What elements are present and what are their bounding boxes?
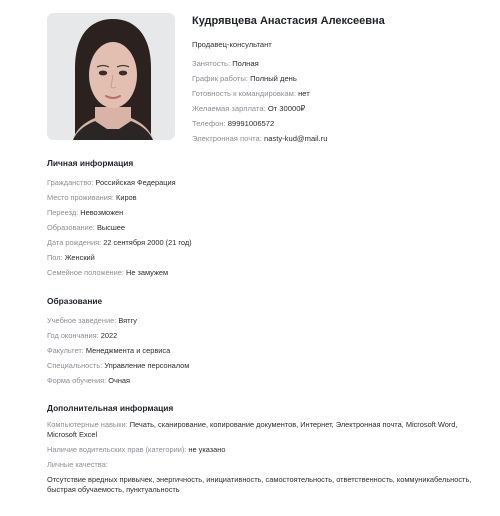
personal-qualities-value-row (47, 475, 487, 495)
field-value: Полный день (250, 74, 297, 84)
field-label: Дата рождения: (47, 238, 102, 247)
field-label: Электронная почта: (192, 134, 262, 144)
email-value: nasty-kud@mail.ru (264, 134, 328, 144)
salary-row (192, 104, 492, 114)
field-label: Факультет: (47, 346, 84, 355)
profile-header (192, 15, 492, 150)
marital-status-row (47, 268, 487, 278)
field-value: 22 сентября 2000 (21 год) (103, 238, 192, 247)
field-label: Желаемая зарплата: (192, 104, 266, 114)
education-level-row (47, 223, 487, 233)
field-label: Гражданство: (47, 178, 94, 187)
profile-photo (47, 13, 175, 140)
field-value: Менеджмента и сервиса (85, 346, 171, 355)
driver-license-row (47, 445, 487, 455)
field-label: Специальность: (47, 361, 103, 370)
field-label: Занятость: (192, 59, 231, 68)
field-label: Телефон: (192, 119, 226, 129)
field-label: Год окончания: (47, 331, 99, 340)
field-value: Российская Федерация (95, 178, 176, 187)
field-value: нет (298, 89, 310, 99)
section-title: Дополнительная информация (47, 403, 174, 413)
field-value: не указано (188, 445, 226, 454)
phone-row (192, 119, 492, 129)
birth-date-row (47, 238, 487, 248)
citizenship-row (47, 178, 487, 188)
computer-skills-row (47, 420, 487, 440)
study-form-row (47, 376, 487, 386)
field-label: График работы: (192, 74, 248, 84)
field-value: Высшее (96, 223, 126, 232)
personal-qualities-label-row (47, 460, 487, 470)
field-label: Компьютерные навыки: (47, 420, 128, 429)
portrait-image (47, 13, 175, 140)
business-trips-row (192, 89, 492, 99)
field-label: Наличие водительских прав (категории): (47, 445, 187, 454)
field-value: От 30000₽ (267, 104, 306, 114)
field-value: 2022 (100, 331, 118, 340)
field-label: Готовность к командировкам: (192, 89, 296, 99)
graduation-year-row (47, 331, 487, 341)
full-name: Кудрявцева Анастасия Алексеевна (192, 15, 385, 27)
education-section (47, 296, 487, 391)
field-value: Не замужем (126, 268, 169, 277)
field-label: Переезд: (47, 208, 79, 217)
faculty-row (47, 346, 487, 356)
field-value: Полная (232, 59, 259, 68)
field-value: Женский (64, 253, 95, 262)
field-label: Личные качества: (47, 460, 108, 469)
section-title: Личная информация (47, 158, 134, 168)
field-label: Семейное положение: (47, 268, 124, 277)
phone-value: 89991006572 (227, 119, 275, 129)
residence-row (47, 193, 487, 203)
field-value: Вятгу (118, 316, 137, 325)
field-label: Место проживания: (47, 193, 114, 202)
field-label: Образование: (47, 223, 95, 232)
job-position: Продавец-консультант (192, 40, 272, 49)
field-value: Киров (116, 193, 137, 202)
section-title: Образование (47, 296, 103, 306)
specialty-row (47, 361, 487, 371)
employment-row (192, 59, 492, 69)
relocation-row (47, 208, 487, 218)
field-label: Учебное заведение: (47, 316, 117, 325)
field-value: Отсутствие вредных привычек, энергичность, инициативность, самостоятельность, ответственность, коммуникабельность, быстрая обучаемость, пунктуальность (47, 475, 472, 494)
additional-info-section (47, 403, 487, 500)
institution-row (47, 316, 487, 326)
field-value: Печать, сканирование, копирование документов, Интернет, Электронная почта, Microsoft Word, Microsoft Excel (47, 420, 458, 439)
field-label: Пол: (47, 253, 63, 262)
schedule-row (192, 74, 492, 84)
email-row (192, 134, 492, 144)
gender-row (47, 253, 487, 263)
field-value: Невозможен (80, 208, 124, 217)
field-label: Форма обучения: (47, 376, 107, 385)
field-value: Управление персоналом (104, 361, 190, 370)
personal-info-section (47, 158, 487, 283)
field-value: Очная (108, 376, 131, 385)
